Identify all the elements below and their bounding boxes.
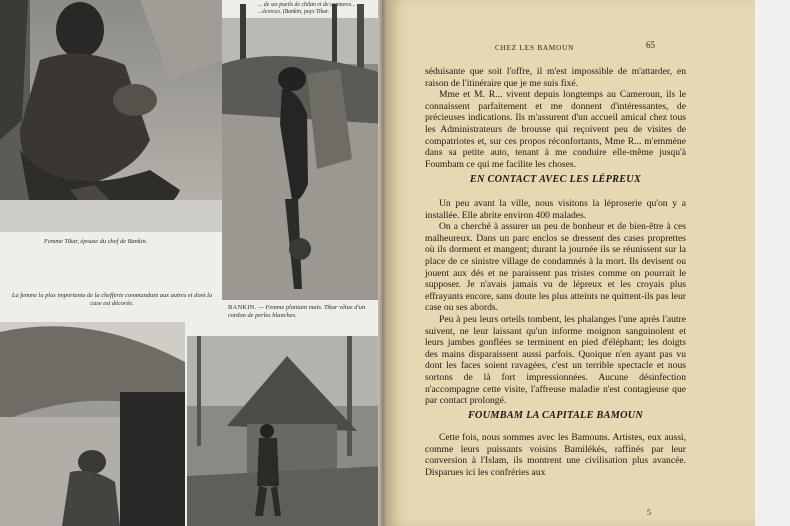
paragraph: Un peu avant la ville, nous visitons la léproserie qu'on y a installée. Elle abrite environ 400 malades.: [425, 198, 686, 221]
photo-round-hut-man: [187, 336, 385, 526]
caption-bankin-label: BANKIN.: [228, 304, 257, 311]
section-heading-foumbam: FOUMBAM LA CAPITALE BAMOUN: [467, 410, 644, 421]
photo-woman-basket: [222, 4, 386, 300]
table-background: [755, 0, 790, 526]
left-page-photos: [0, 0, 390, 526]
paragraph: Peu à peu leurs orteils tombent, les phalanges l'une après l'autre suivent, ne leur laissant qu'un informe moignon sanguinolent et leurs jambes gonflées se terminent en pied d'éléphant; les doigts des mains disparaissent aussi parfois. Quoique n'en ayant pas vu dont les faces soient ravagées, c'est un terrible spectacle et nous sortons de là fort impressionnées. Aucune désinfection n'accompagne cette visite, l'affreuse maladie n'est contagieuse que par contact prolongé.: [425, 313, 686, 407]
text-block-bottom: [425, 432, 686, 478]
caption-bankin: [228, 304, 378, 320]
caption-fragment-top: ... de ses pueils de chilan et de ceintures... ...écorces. (Bankin, pays Tikar.: [258, 2, 356, 15]
right-page-text: [385, 0, 755, 526]
paragraph: Mme et M. R... vivent depuis longtemps au Cameroun, ils le connaissent parfaitement et me donnent d'intéressantes, de précieuses indications. Ils m'assurent d'un accueil amical chez tous les Administrateurs de brousse qui reçoivent peu de visites de compatriotes et, sur ces propos réconfortants, Mme R... m'emmène dans sa petite auto, tenant à me conduire elle-même jusqu'à Foumbam ce qui me facilite les choses.: [425, 89, 686, 170]
photo-seated-woman: [0, 0, 222, 232]
text-block-top: [425, 66, 686, 170]
caption-femme-importante: La femme la plus importante de la chefferie commandant aux autres et dont la case est décorée.: [11, 292, 213, 307]
footer-mark: 5: [647, 508, 651, 517]
caption-femme-tikar: Femme Tikar, épouse du chef de Bankin.: [44, 238, 148, 245]
section-heading-lepreux: EN CONTACT AVEC LES LÉPREUX: [469, 174, 642, 185]
photo-thatched-hut-woman: [0, 322, 185, 526]
text-block-mid: [425, 198, 686, 407]
paragraph: On a cherché à assurer un peu de bonheur et de bien-être à ces malheureux. Dans un parc enclos se dressent des cases proprettes où ils dorment et mangent; durant la journée ils se réunissent sur la place de ce sinistre village de condamnés à la mort. Ils devisent ou jouent aux dés et ne paraissent pas tristes comme on pourrait le supposer. Je n'avais jamais vu de lépreux et les croyais plus effrayants encore, sans doute les plus atteints ne quittent-ils pas leur case ou ses abords.: [425, 221, 686, 314]
caption-bankin-text: — Femme plantant maïs. Tikar vêtue d'un cordon de perles blanches.: [228, 304, 366, 319]
running-head: CHEZ LES BAMOUN: [495, 44, 575, 52]
paragraph: séduisante que soit l'offre, il m'est impossible de m'attarder, en raison de l'itinéraire que je me suis fixé.: [425, 66, 686, 89]
page-number: 65: [646, 40, 655, 50]
paragraph: Cette fois, nous sommes avec les Bamouns. Artistes, eux aussi, comme leurs puissants voisins Bamilékés, raffinés par leur conversion à l'Islam, ils montrent une civilisation plus avancée. Disparues ici les confréries aux: [425, 432, 686, 478]
